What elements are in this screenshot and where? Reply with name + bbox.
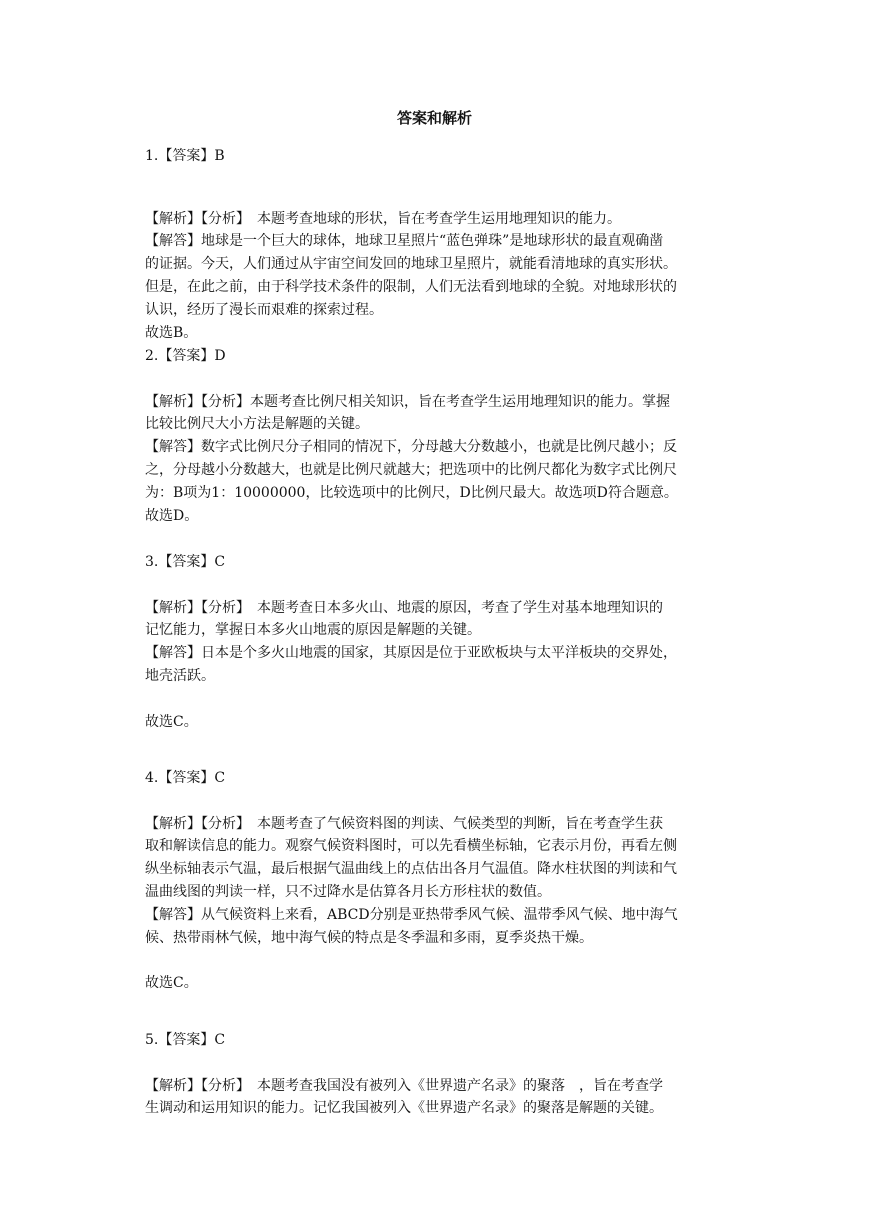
conclusion-line: 故选D。 bbox=[145, 507, 199, 524]
analysis-line: 取和解读信息的能力。观察气候资料图时，可以先看横坐标轴，它表示月份，再看左侧 bbox=[145, 838, 677, 855]
solution-line: 【解答】地球是一个巨大的球体，地球卫星照片“蓝色弹珠”是地球形状的最直观确凿 bbox=[145, 233, 664, 250]
solution-line: 地壳活跃。 bbox=[145, 667, 215, 684]
conclusion-line: 故选B。 bbox=[145, 324, 198, 341]
answer-block-4 bbox=[145, 767, 731, 995]
analysis-line: 生调动和运用知识的能力。记忆我国被列入《世界遗产名录》的聚落是解题的关键。 bbox=[145, 1100, 663, 1117]
answer-block-1 bbox=[145, 145, 731, 344]
analysis-line: 比较比例尺大小方法是解题的关键。 bbox=[145, 416, 369, 433]
conclusion-line: 故选C。 bbox=[145, 975, 198, 992]
analysis-line: 【解析】【分析】本题考查比例尺相关知识，旨在考查学生运用地理知识的能力。掌握 bbox=[145, 393, 670, 410]
answer-block-5 bbox=[145, 1029, 731, 1120]
analysis-line: 【解析】【分析】 本题考查日本多火山、地震的原因，考查了学生对基本地理知识的 bbox=[145, 599, 663, 616]
answer-block-3 bbox=[145, 551, 731, 733]
solution-line: 候、热带雨林气候，地中海气候的特点是冬季温和多雨，夏季炎热干燥。 bbox=[145, 929, 593, 946]
conclusion-line: 故选C。 bbox=[145, 713, 198, 730]
solution-line: 的证据。今天，人们通过从宇宙空间发回的地球卫星照片，就能看清地球的真实形状。 bbox=[145, 256, 677, 273]
analysis-line: 纵坐标轴表示气温，最后根据气温曲线上的点估出各月气温值。降水柱状图的判读和气 bbox=[145, 861, 677, 878]
solution-line: 【解答】日本是个多火山地震的国家，其原因是位于亚欧板块与太平洋板块的交界处， bbox=[145, 645, 677, 662]
solution-line: 【解答】从气候资料上来看，ABCD分别是亚热带季风气候、温带季风气候、地中海气 bbox=[145, 906, 678, 923]
answer-line: 4.【答案】C bbox=[145, 770, 226, 786]
solution-line: 【解答】数字式比例尺分子相同的情况下，分母越大分数越小，也就是比例尺越小；反 bbox=[145, 439, 677, 456]
solution-line: 但是，在此之前，由于科学技术条件的限制，人们无法看到地球的全貌。对地球形状的 bbox=[145, 278, 677, 295]
analysis-line: 【解析】【分析】 本题考查了气候资料图的判读、气候类型的判断，旨在考查学生获 bbox=[145, 815, 663, 832]
analysis-line: 记忆能力，掌握日本多火山地震的原因是解题的关键。 bbox=[145, 622, 481, 639]
page-title: 答案和解析 bbox=[396, 109, 472, 127]
analysis-line: 温曲线图的判读一样，只不过降水是估算各月长方形柱状的数值。 bbox=[145, 883, 551, 900]
solution-line: 认识，经历了漫长而艰难的探索过程。 bbox=[145, 301, 383, 318]
analysis-line: 【解析】【分析】 本题考查地球的形状，旨在考查学生运用地理知识的能力。 bbox=[145, 210, 621, 227]
answer-block-2 bbox=[145, 345, 731, 527]
answer-line: 3.【答案】C bbox=[145, 554, 226, 570]
analysis-line: 【解析】【分析】 本题考查我国没有被列入《世界遗产名录》的聚落 ，旨在考查学 bbox=[145, 1077, 663, 1094]
solution-line: 之，分母越小分数越大，也就是比例尺就越大；把选项中的比例尺都化为数字式比例尺 bbox=[145, 461, 677, 478]
solution-line: 为：B项为1：10000000，比较选项中的比例尺，D比例尺最大。故选项D符合题意。 bbox=[145, 484, 678, 501]
answer-line: 2.【答案】D bbox=[145, 348, 226, 364]
answer-line: 1.【答案】B bbox=[145, 148, 225, 164]
answer-line: 5.【答案】C bbox=[145, 1032, 226, 1048]
